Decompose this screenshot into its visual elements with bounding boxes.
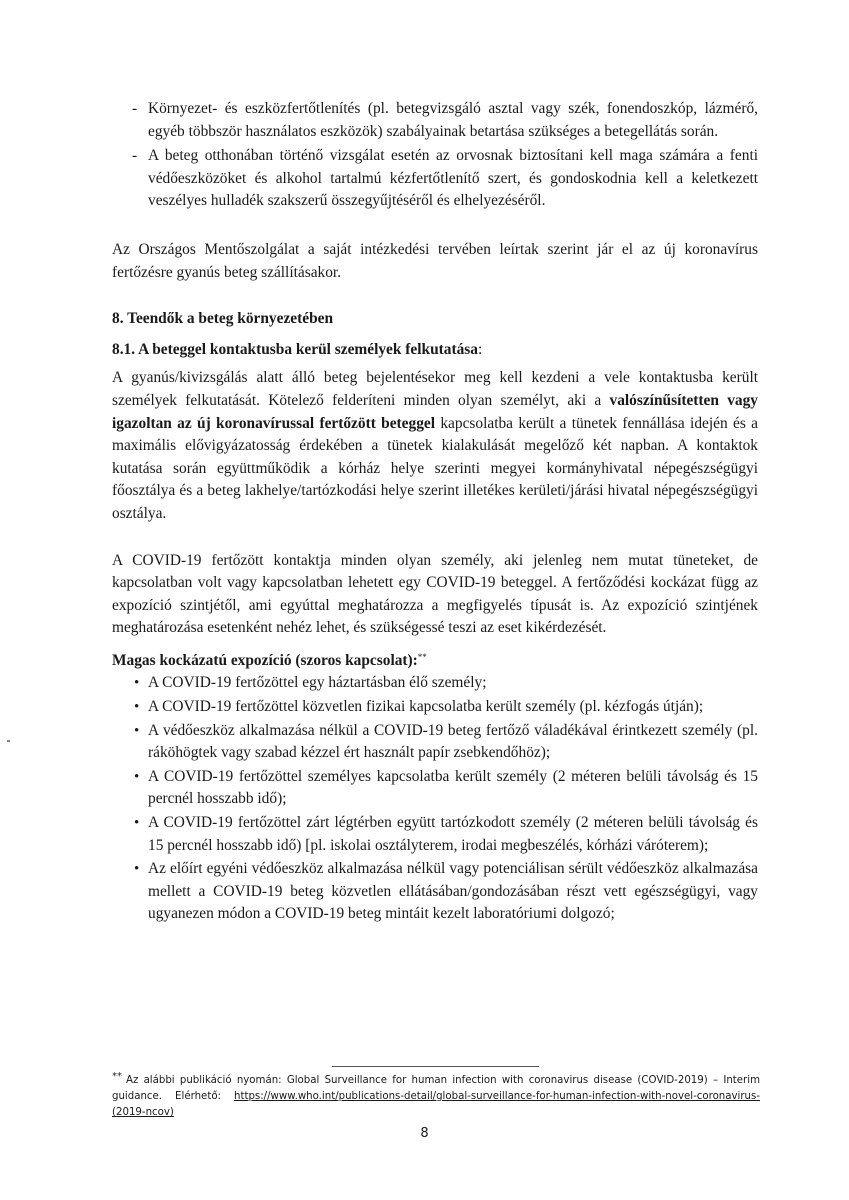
contact-text-bold: valószínűsítetten vagy igazoltan az új koronavírussal fertőzött beteggel xyxy=(112,391,758,432)
bullet-marker: • xyxy=(134,722,140,739)
dash-marker: - xyxy=(132,147,138,165)
list-item-text: A COVID-19 fertőzöttel közvetlen fizikai kapcsolatba került személy (pl. kézfogás útján); xyxy=(148,698,704,716)
page-content xyxy=(112,98,758,927)
subsection-title-line xyxy=(112,339,758,362)
footnote-reference: ** xyxy=(417,651,427,662)
list-item-text: Az előírt egyéni védőeszköz alkalmazása nélkül vagy potenciálisan sérült védőeszköz alkalmazása mellett a COVID-19 beteg közvetlen ellátásában/gondozásában részt vett egészségügyi, vagy ugyanezen módon a COVID-19 beteg mintáit kezelt laboratóriumi dolgozó; xyxy=(148,860,758,923)
contact-text-after: kapcsolatba került a tünetek fennállása idején és a maximális elővigyázatosság érdekében a tünetek kialakulását megelőző két napban. A kontaktok kutatása során együttműködik a kórház helye szerinti megyei kormányhivatal népegészségügyi főosztálya és a beteg lakhelye/tartózkodási helye szerint illetékes kerületi/járási hivatal népegészségügyi osztálya. xyxy=(112,414,758,522)
bullet-marker: • xyxy=(134,768,140,785)
high-risk-list xyxy=(112,672,758,926)
list-item xyxy=(112,696,758,719)
bullet-marker: • xyxy=(134,699,140,716)
dash-item-disinfection xyxy=(112,98,758,143)
spacer xyxy=(112,331,758,339)
spacer xyxy=(112,215,758,239)
footnote-link[interactable]: https://www.who.int/publications-detail/global-surveillance-for-human-infection-with-novel-coronavirus-(2019-ncov) xyxy=(112,1091,760,1118)
high-risk-heading: Magas kockázatú expozíció (szoros kapcsolat): xyxy=(112,651,418,669)
dash-marker: - xyxy=(132,100,138,117)
bullet-marker: • xyxy=(134,815,140,832)
paragraph-covid-contact: A COVID-19 fertőzött kontaktja minden olyan személy, aki jelenleg nem mutat tüneteket, de kapcsolatban volt vagy kapcsolatban lehetett egy COVID-19 beteggel. A fertőződési kockázat függ az expozíció szintjétől, ami egyúttal meghatározza a megfigyelés típusát is. Az expozíció szintjének meghatározása esetenként nehéz lehet, és szükségessé teszi az eset kikérdezését. xyxy=(112,551,758,637)
list-item xyxy=(112,766,758,811)
spacer xyxy=(112,526,758,550)
dash-item-text: A beteg otthonában történő vizsgálat esetén az orvosnak biztosítani kell maga számára a fenti védőeszközöket és alkohol tartalmú kézfertőtlenítő szert, és gondoskodnia kell a keletkezett veszélyes hulladék szakszerű összegyűjtéséről és elhelyezéséről. xyxy=(148,147,758,210)
list-item xyxy=(112,720,758,765)
scan-speck xyxy=(7,740,10,742)
footnote-mark: ** xyxy=(112,1071,122,1082)
list-item xyxy=(112,672,758,695)
section-title: 8. Teendők a beteg környezetében xyxy=(112,310,334,328)
bullet-marker: • xyxy=(134,861,140,878)
contact-text-before: A gyanús/kivizsgálás alatt álló beteg bejelentésekor meg kell kezdeni a vele kontaktusba került személyek felkutatását. Kötelező felderíteni minden olyan személyt, aki a xyxy=(112,369,758,409)
dash-item-text: Környezet- és eszközfertőtlenítés (pl. betegvizsgáló asztal vagy szék, fonendoszkóp, lázmérő, egyéb többször használatos eszközök) szabályainak betartása szükséges a betegellátás során. xyxy=(148,100,758,140)
list-item-text: A COVID-19 fertőzöttel személyes kapcsolatba került személy (2 méteren belüli távolság és 15 percnél hosszabb idő); xyxy=(148,767,758,808)
list-item-text: A COVID-19 fertőzöttel egy háztartásban élő személy; xyxy=(148,674,487,692)
subsection-colon: : xyxy=(477,340,483,358)
list-item-text: A védőeszköz alkalmazása nélkül a COVID-19 beteg fertőző váladékával érintkezett személy (pl. ráköhögtek vagy szabad kézzel ért használt papír zsebkendőhöz); xyxy=(148,721,758,762)
page-number: 8 xyxy=(420,1126,429,1141)
dash-item-home-visit xyxy=(112,145,758,213)
footnote xyxy=(112,1073,760,1121)
list-item xyxy=(112,812,758,857)
paragraph-ambulance: Az Országos Mentőszolgálat a saját intézkedési tervében leírtak szerint jár el az új koronavírus fertőzésre gyanús beteg szállításakor. xyxy=(112,240,758,281)
subsection-title: 8.1. A beteggel kontaktusba kerül személyek felkutatása xyxy=(112,340,478,358)
list-item-text: A COVID-19 fertőzöttel zárt légtérben együtt tartózkodott személy (2 méteren belüli távolság és 15 percnél hosszabb idő) [pl. iskolai osztályterem, irodai megbeszélés, kórházi váróterem); xyxy=(148,814,758,854)
spacer xyxy=(112,284,758,308)
list-item xyxy=(112,858,758,926)
footnote-text: Az alábbi publikáció nyomán: Global Surveillance for human infection with coronavirus disease (COVID-2019) – Interim guidance. Elérhető: xyxy=(112,1075,760,1102)
bullet-marker: • xyxy=(134,675,140,692)
high-risk-heading-line xyxy=(112,650,758,673)
spacer xyxy=(112,640,758,650)
footnote-divider xyxy=(332,1066,539,1067)
dash-list xyxy=(112,98,758,213)
paragraph-contact-tracing xyxy=(112,367,758,525)
